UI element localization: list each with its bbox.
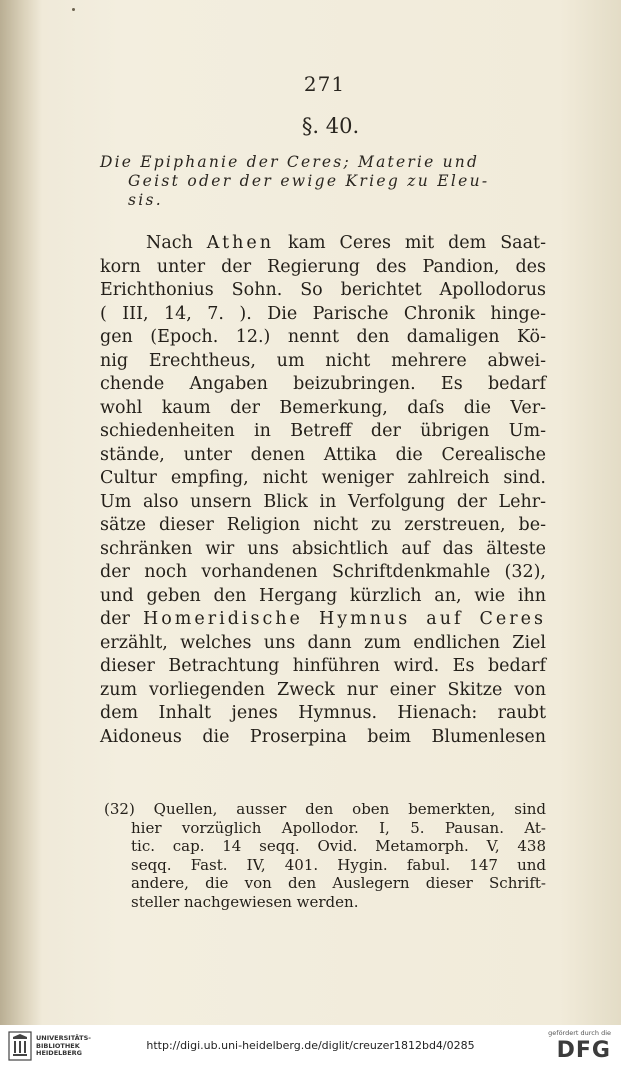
body-line: [100, 608, 546, 632]
body-line: der noch vorhandenen Schriftdenkmahle (32),: [100, 562, 546, 582]
body-paragraph: [100, 232, 546, 749]
body-line: Cultur empfing, nicht weniger zahlreich sind.: [100, 468, 546, 488]
emphasized-work-title: Homeridische Hymnus auf Ceres: [142, 609, 546, 629]
body-line: dieser Betrachtung hinführen wird. Es bedarf: [100, 656, 546, 676]
body-line: schiedenheiten in Betreff der übrigen Um-: [100, 421, 546, 441]
body-text-fragment: Nach: [146, 233, 207, 253]
section-title: [100, 153, 546, 210]
body-line: schränken wir uns absichtlich auf das älteste: [100, 538, 546, 559]
body-line: Erichthonius Sohn. So berichtet Apollodorus: [100, 280, 546, 300]
emphasized-place-name: Athen: [206, 233, 275, 253]
body-line: erzählt, welches uns dann zum endlichen Ziel: [100, 632, 546, 653]
section-heading: §. 40.: [301, 114, 360, 138]
body-line: nig Erechtheus, um nicht mehrere abwei-: [100, 350, 546, 371]
permalink-url[interactable]: http://digi.ub.uni-heidelberg.de/diglit/creuzer1812bd4/0285: [146, 1039, 475, 1052]
body-line: korn unter der Regierung des Pandion, des: [100, 256, 546, 277]
library-name-line: UNIVERSITÄTS-: [36, 1034, 91, 1042]
body-line: sätze dieser Religion nicht zu zerstreuen, be-: [100, 515, 546, 535]
page-number: 271: [303, 72, 346, 96]
footnote-line: (32) Quellen, ausser den oben bemerkten, sind: [104, 800, 546, 818]
body-line: chende Angaben beizubringen. Es bedarf: [100, 374, 546, 394]
body-line: zum vorliegenden Zweck nur einer Skitze von: [100, 679, 546, 700]
body-line: wohl kaum der Bemerkung, daſs die Ver-: [100, 397, 546, 418]
section-title-line: Geist oder der ewige Krieg zu Eleu-: [128, 172, 490, 190]
footer-bar: [0, 1025, 621, 1067]
footnote-line: andere, die von den Auslegern dieser Schrift-: [131, 874, 546, 892]
footnote-line: steller nachgewiesen werden.: [131, 892, 359, 911]
footnote-line: seqq. Fast. IV, 401. Hygin. fabul. 147 und: [131, 855, 546, 874]
section-title-line: Die Epiphanie der Ceres; Materie und: [100, 153, 480, 171]
funding-caption: gefördert durch die: [548, 1029, 611, 1037]
dfg-logo: DFG: [556, 1038, 611, 1063]
library-name-line: BIBLIOTHEK: [36, 1041, 80, 1050]
paper-speck: [72, 8, 75, 11]
book-gutter-shadow: [0, 0, 42, 1025]
body-text-fragment: kam Ceres mit dem Saat-: [274, 233, 546, 253]
body-line: gen (Epoch. 12.) nennt den damaligen Kö-: [100, 327, 546, 347]
body-line: ( III, 14, 7. ). Die Parische Chronik hinge-: [100, 303, 546, 324]
body-line: und geben den Hergang kürzlich an, wie ihn: [100, 585, 546, 606]
footnote: [104, 800, 546, 911]
section-title-line: sis.: [128, 191, 163, 209]
body-line: Um also unsern Blick in Verfolgung der Lehr-: [100, 491, 546, 512]
body-line: dem Inhalt jenes Hymnus. Hienach: raubt: [100, 703, 546, 723]
footnote-line: hier vorzüglich Apollodor. I, 5. Pausan. At-: [131, 818, 546, 837]
library-name-line: HEIDELBERG: [36, 1049, 83, 1057]
footnote-line: tic. cap. 14 seqq. Ovid. Metamorph. V, 438: [131, 837, 546, 855]
body-line: stände, unter denen Attika die Cerealische: [100, 444, 546, 465]
body-line: Aidoneus die Proserpina beim Blumenlesen: [100, 726, 546, 747]
body-text-fragment: der: [100, 609, 143, 629]
body-line: [100, 232, 546, 256]
